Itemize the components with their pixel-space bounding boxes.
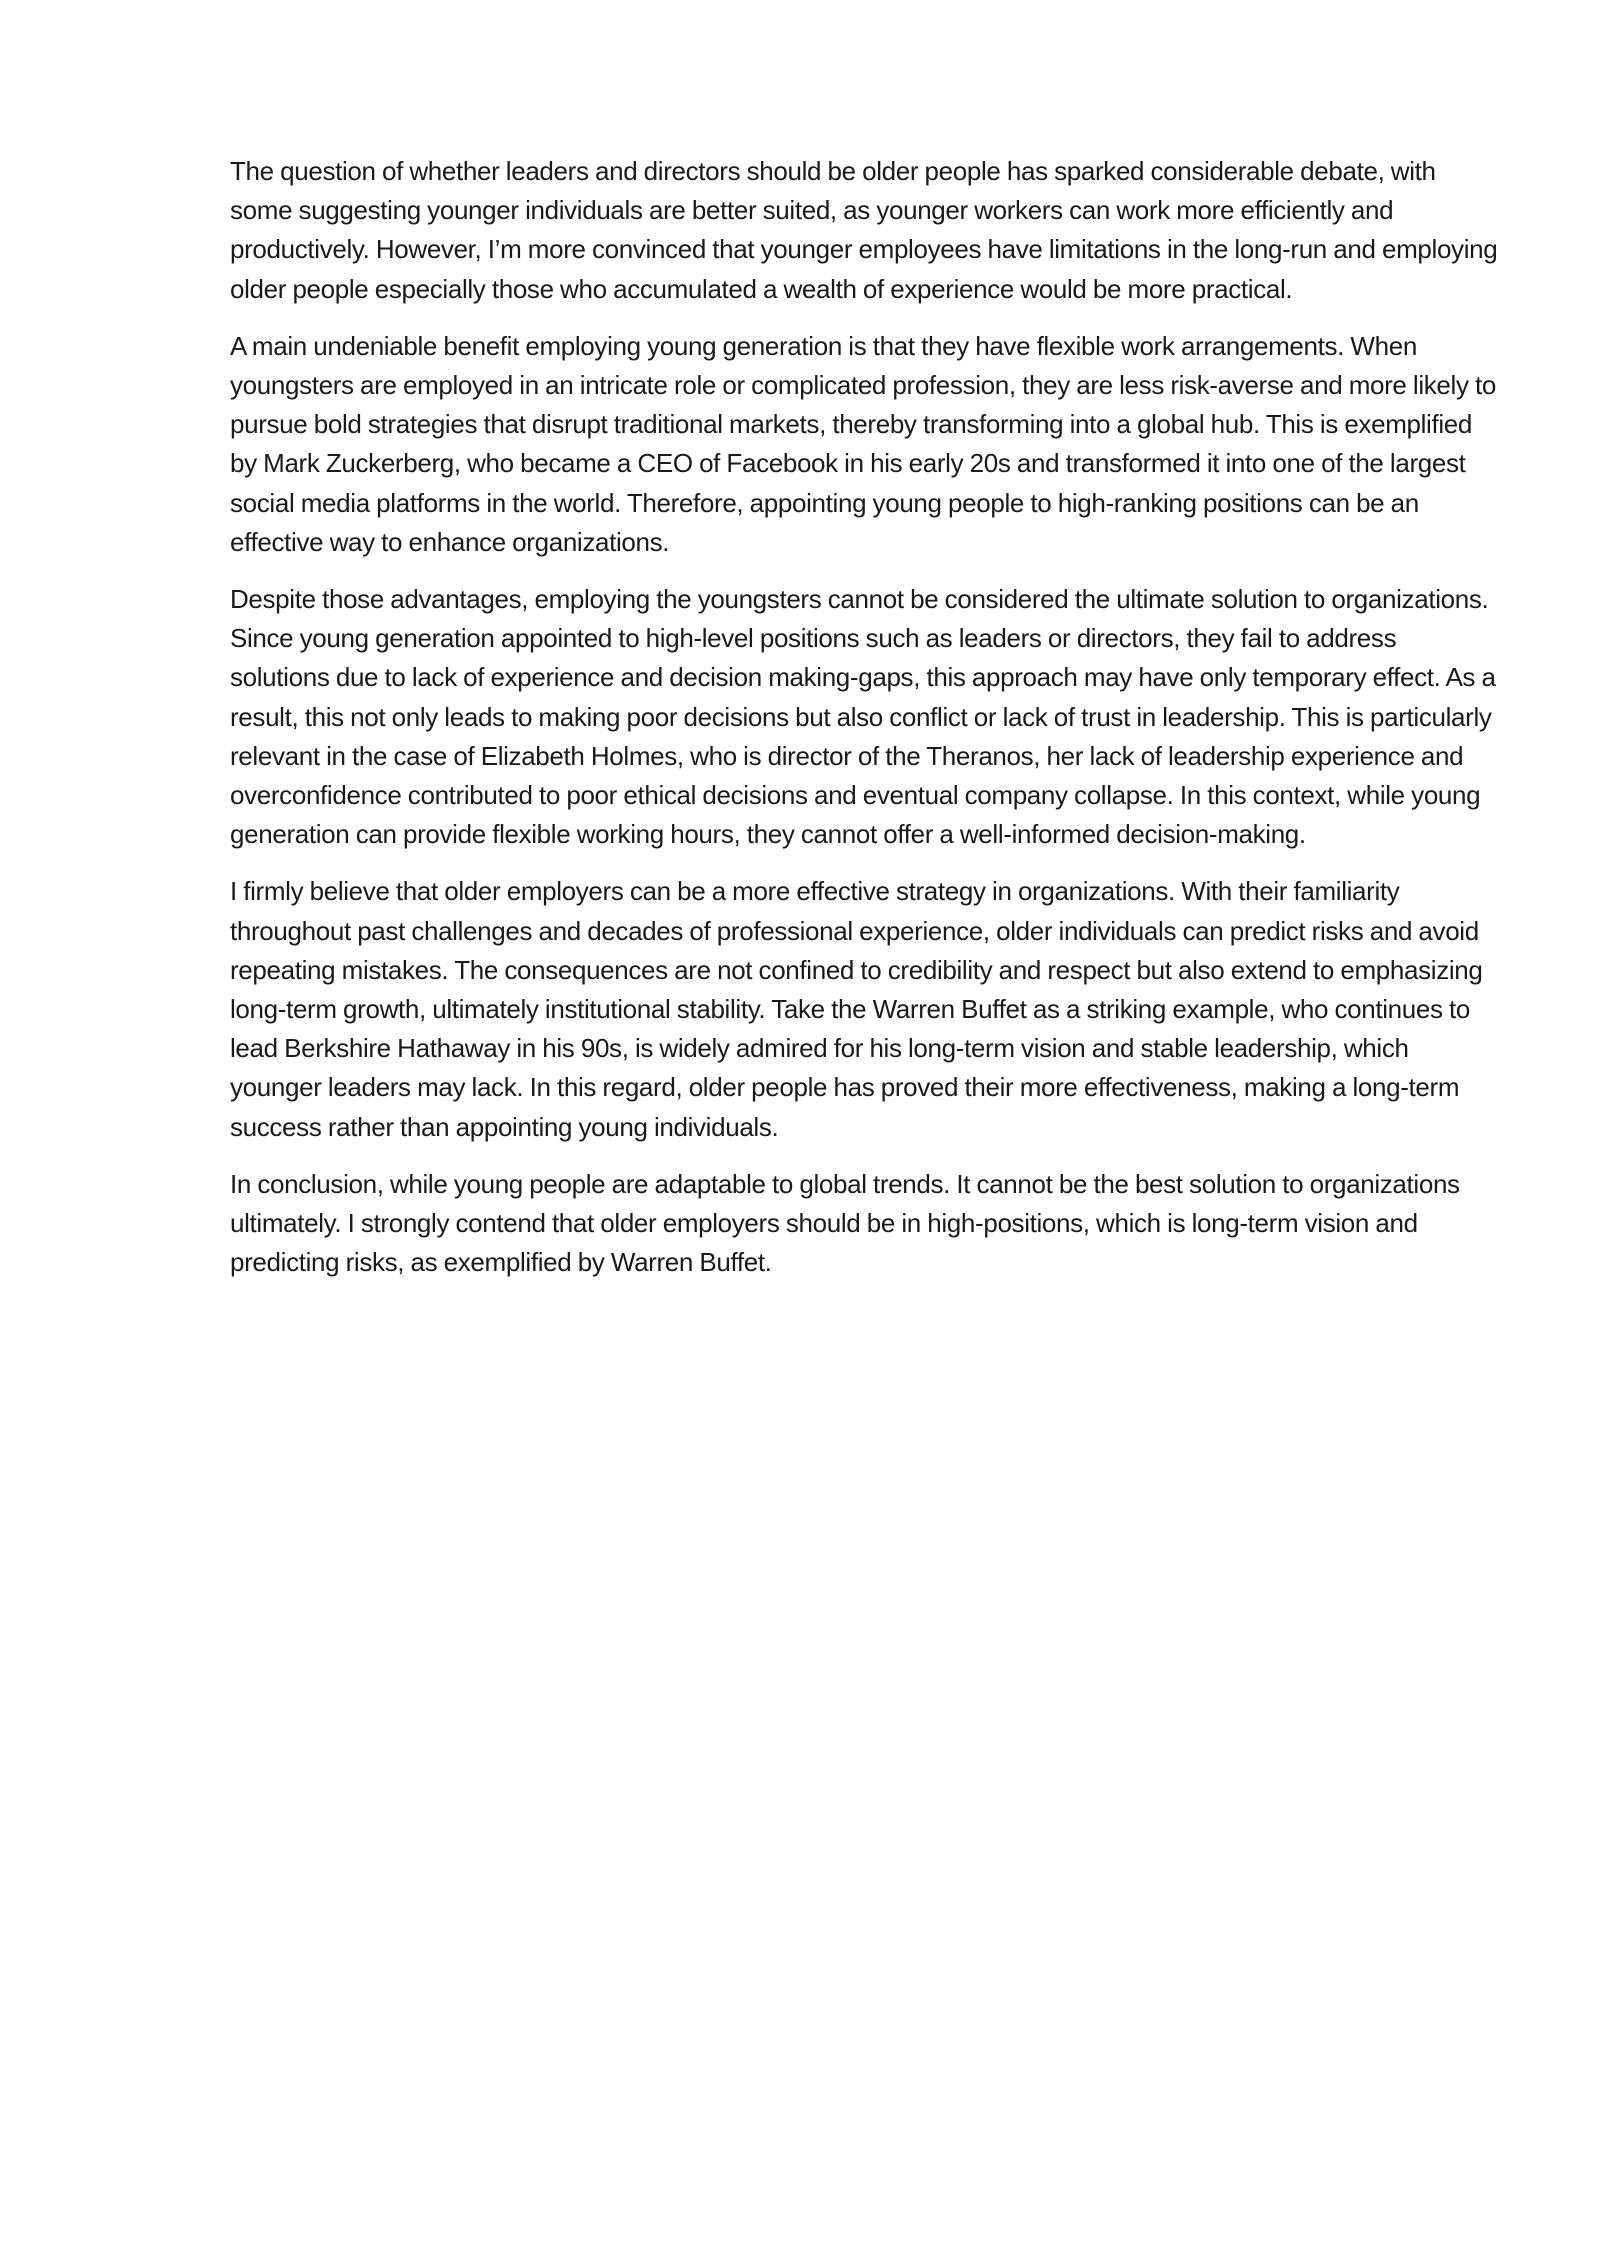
- paragraph-young-benefits: A main undeniable benefit employing young generation is that they have flexible work arrangements. When youngsters are employed in an intricate role or complicated profession, they are less risk-averse and more likely to pursue bold strategies that disrupt traditional markets, thereby transforming into a global hub. This is exemplified by Mark Zuckerberg, who became a CEO of Facebook in his early 20s and transformed it into one of the largest social media platforms in the world. Therefore, appointing young people to high-ranking positions can be an effective way to enhance organizations.: [230, 330, 1496, 557]
- paragraph-older-advantages: I firmly believe that older employers can be a more effective strategy in organizations. With their familiarity throughout past challenges and decades of professional experience, older individuals can predict risks and avoid repeating mistakes. The consequences are not confined to credibility and respect but also extend to emphasizing long-term growth, ultimately institutional stability. Take the Warren Buffet as a striking example, who continues to lead Berkshire Hathaway in his 90s, is widely admired for his long-term vision and stable leadership, which younger leaders may lack. In this regard, older people has proved their more effectiveness, making a long-term success rather than appointing young individuals.: [230, 876, 1483, 1142]
- paragraph-young-limitations: Despite those advantages, employing the youngsters cannot be considered the ultimate solution to organizations. Since young generation appointed to high-level positions such as leaders or directors, they fail to address solutions due to lack of experience and decision making-gaps, this approach may have only temporary effect. As a result, this not only leads to making poor decisions but also conflict or lack of trust in leadership. This is particularly relevant in the case of Elizabeth Holmes, who is director of the Theranos, her lack of leadership experience and overconfidence contributed to poor ethical decisions and eventual company collapse. In this context, while young generation can provide flexible working hours, they cannot offer a well-informed decision-making.: [230, 584, 1496, 850]
- paragraph-introduction: The question of whether leaders and directors should be older people has sparked considerable debate, with some suggesting younger individuals are better suited, as younger workers can work more efficiently and productively. However, I’m more convinced that younger employees have limitations in the long-run and employing older people especially those who accumulated a wealth of experience would be more practical.: [230, 156, 1498, 304]
- document-body: [230, 152, 1500, 1300]
- paragraph-conclusion: In conclusion, while young people are adaptable to global trends. It cannot be the best solution to organizations ultimately. I strongly contend that older employers should be in high-positions, which is long-term vision and predicting risks, as exemplified by Warren Buffet.: [230, 1168, 1460, 1278]
